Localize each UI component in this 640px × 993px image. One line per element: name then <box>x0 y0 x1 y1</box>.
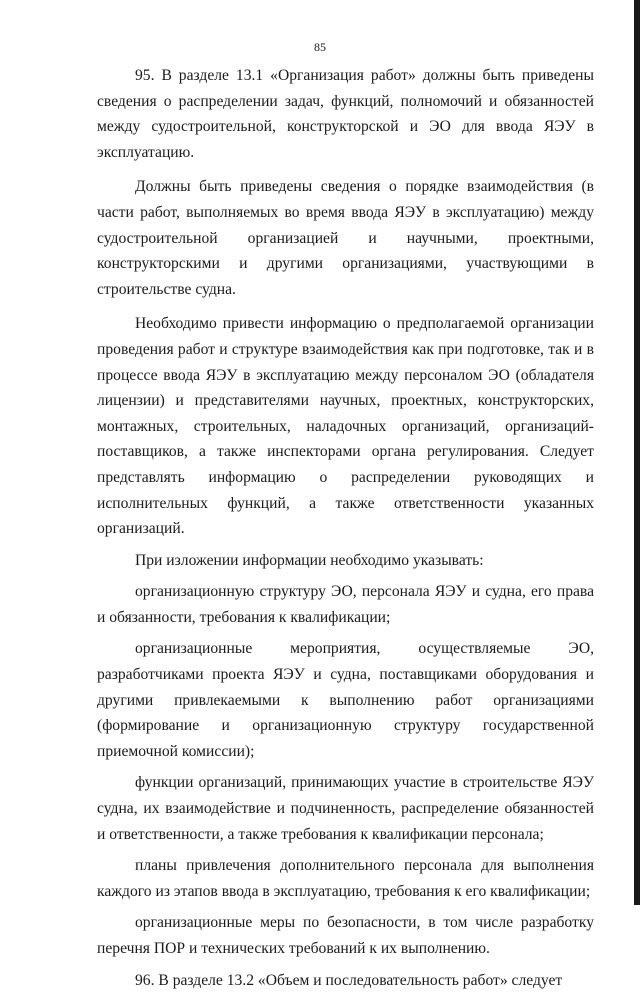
paragraph: Необходимо привести информацию о предполагаемой организации проведения работ и структуре взаимодействия как при подготовке, так и в процессе ввода ЯЭУ в эксплуатацию между персоналом ЭО (обладателя лицензии) и представителями научных, проектных, конструкторских, монтажных, строительных, наладочных организаций, организаций-поставщиков, а также инспекторами органа регулирования. Следует представлять информацию о распределении руководящих и исполнительных функций, а также ответственности указанных организаций. <box>97 315 594 538</box>
list-item: организационные меры по безопасности, в том числе разработку перечня ПОР и технических требований к их выполнению. <box>97 914 594 957</box>
scan-edge-shadow <box>634 0 640 905</box>
paragraph-96: 96. В разделе 13.2 «Объем и последовательность работ» следует <box>135 971 563 989</box>
paragraph: Должны быть приведены сведения о порядке взаимодействия (в части работ, выполняемых во время ввода ЯЭУ в эксплуатацию) между судостроительной организацией и научными, проектными, конструкторскими и другими организациями, участвующими в строительстве судна. <box>97 178 594 298</box>
list-item: организационную структуру ЭО, персонала ЯЭУ и судна, его права и обязанности, требования к квалификации; <box>97 583 594 626</box>
list-item: функции организаций, принимающих участие в строительстве ЯЭУ судна, их взаимодействие и подчиненность, распределение обязанностей и ответственности, а также требования к квалификации персонала; <box>97 774 594 843</box>
list-item: организационные мероприятия, осуществляемые ЭО, разработчиками проекта ЯЭУ и судна, поставщиками оборудования и другими привлекаемыми к выполнению работ организациями (формирование и организационную структуру государственной приемочной комиссии); <box>97 640 594 760</box>
body-text <box>97 63 594 993</box>
paragraph: При изложении информации необходимо указывать: <box>135 551 484 569</box>
page-number: 85 <box>314 40 326 54</box>
paragraph-95: 95. В разделе 13.1 «Организация работ» должны быть приведены сведения о распределении задач, функций, полномочий и обязанностей между судостроительной, конструкторской и ЭО для ввода ЯЭУ в эксплуатацию. <box>97 67 594 161</box>
list-item: планы привлечения дополнительного персонала для выполнения каждого из этапов ввода в эксплуатацию, требования к его квалификации; <box>97 857 594 900</box>
